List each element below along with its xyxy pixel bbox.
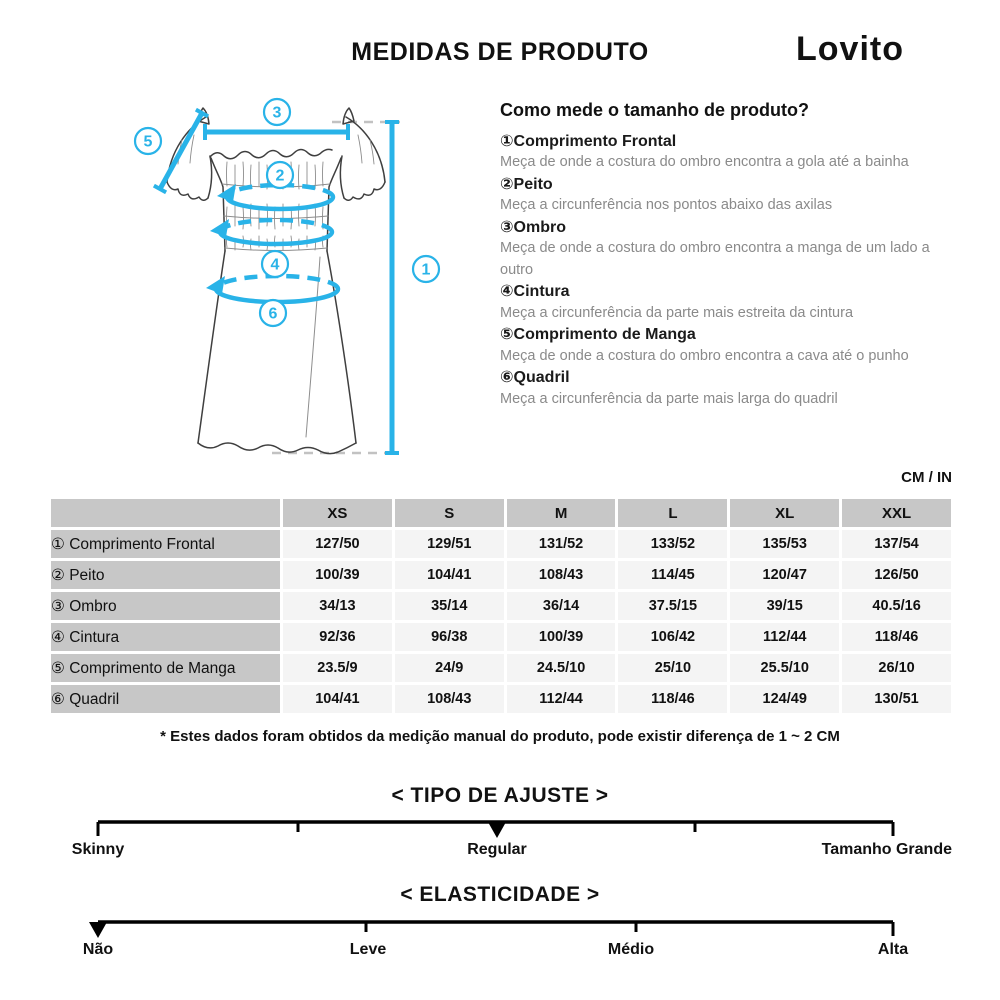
measurement-value: 100/39 (507, 623, 616, 651)
guide-item-desc-5: Meça de onde a costura do ombro encontra a cava até o punho (500, 347, 909, 364)
guide-item-title-2: ②Peito (500, 175, 553, 193)
badge-6: 6 (268, 305, 278, 323)
fit-marker-triangle (488, 822, 506, 838)
size-column-s: S (395, 499, 504, 527)
dress-measurement-diagram (110, 85, 450, 475)
measurement-value: 133/52 (618, 530, 727, 558)
measurement-annotations (135, 99, 439, 453)
fit-scale (0, 818, 1000, 842)
badge-2: 2 (275, 167, 285, 185)
measurement-value: 112/44 (730, 623, 839, 651)
measurement-value: 124/49 (730, 685, 839, 713)
stretch-label-leve: Leve (349, 941, 387, 958)
table-row (51, 623, 951, 651)
guide-item-title-1: ①Comprimento Frontal (500, 132, 677, 150)
measurement-value: 120/47 (730, 561, 839, 589)
measurement-value: 36/14 (507, 592, 616, 620)
corner-cell (51, 499, 280, 527)
measurement-value: 24/9 (395, 654, 504, 682)
measure-guide (500, 100, 958, 410)
size-column-xxl: XXL (842, 499, 951, 527)
page-title: MEDIDAS DE PRODUTO (351, 38, 649, 66)
guide-item-desc-6: Meça a circunferência da parte mais larga do quadril (500, 390, 838, 407)
measurement-value: 26/10 (842, 654, 951, 682)
size-column-xl: XL (730, 499, 839, 527)
measurement-value: 96/38 (395, 623, 504, 651)
measurement-value: 127/50 (283, 530, 392, 558)
table-row (51, 561, 951, 589)
badge-3: 3 (272, 104, 282, 122)
measurement-value: 118/46 (618, 685, 727, 713)
measurement-value: 131/52 (507, 530, 616, 558)
guide-item-title-5: ⑤Comprimento de Manga (500, 326, 696, 343)
row-label: ④ Cintura (51, 623, 280, 651)
measurement-value: 40.5/16 (842, 592, 951, 620)
measurement-value: 104/41 (395, 561, 504, 589)
fit-label-tamanho-grande: Tamanho Grande (821, 841, 952, 858)
table-row (51, 654, 951, 682)
row-label: ③ Ombro (51, 592, 280, 620)
stretch-label-medio: Médio (607, 941, 655, 958)
size-table-body (51, 530, 951, 713)
measurement-value: 25/10 (618, 654, 727, 682)
table-row (51, 530, 951, 558)
stretch-scale-heading: < ELASTICIDADE > (400, 883, 600, 906)
guide-heading: Como mede o tamanho de produto? (500, 100, 809, 120)
size-column-m: M (507, 499, 616, 527)
guide-item-desc-1: Meça de onde a costura do ombro encontra a gola até a bainha (500, 154, 909, 170)
stretch-marker-triangle (89, 922, 107, 938)
size-table-head (51, 499, 951, 527)
footnote: * Estes dados foram obtidos da medição manual do produto, pode existir diferença de 1 ~ 2 CM (160, 728, 840, 745)
fit-label-regular: Regular (467, 841, 527, 858)
measurement-value: 100/39 (283, 561, 392, 589)
measurement-value: 129/51 (395, 530, 504, 558)
stretch-label-nao: Não (82, 941, 114, 958)
stretch-label-alta: Alta (877, 941, 909, 958)
guide-item-title-6: ⑥Quadril (500, 369, 570, 386)
guide-item-desc-4: Meça a circunferência da parte mais estreita da cintura (500, 304, 854, 321)
measurement-value: 135/53 (730, 530, 839, 558)
measurement-value: 114/45 (618, 561, 727, 589)
fit-label-skinny: Skinny (71, 841, 125, 858)
size-column-xs: XS (283, 499, 392, 527)
badge-1: 1 (421, 261, 431, 279)
measurement-value: 126/50 (842, 561, 951, 589)
units-label: CM / IN (901, 469, 952, 486)
guide-item-desc-2: Meça a circunferência nos pontos abaixo das axilas (500, 197, 833, 213)
fit-scale-heading: < TIPO DE AJUSTE > (391, 784, 609, 807)
row-label: ① Comprimento Frontal (51, 530, 280, 558)
guide-item-title-4: ④Cintura (500, 283, 570, 300)
measurement-value: 39/15 (730, 592, 839, 620)
brand-logo: Lovito (796, 30, 904, 68)
table-row (51, 592, 951, 620)
guide-items (500, 131, 958, 411)
stretch-scale (0, 918, 1000, 942)
measurement-value: 24.5/10 (507, 654, 616, 682)
row-label: ⑤ Comprimento de Manga (51, 654, 280, 682)
measurement-value: 108/43 (395, 685, 504, 713)
measurement-value: 25.5/10 (730, 654, 839, 682)
badge-4: 4 (270, 256, 280, 274)
measurement-value: 37.5/15 (618, 592, 727, 620)
measurement-value: 92/36 (283, 623, 392, 651)
dress-sketch (167, 108, 385, 454)
measurement-value: 137/54 (842, 530, 951, 558)
table-row (51, 685, 951, 713)
badge-5: 5 (143, 133, 153, 151)
row-label: ② Peito (51, 561, 280, 589)
measurement-value: 130/51 (842, 685, 951, 713)
measurement-value: 34/13 (283, 592, 392, 620)
measurement-value: 23.5/9 (283, 654, 392, 682)
size-column-l: L (618, 499, 727, 527)
guide-item-title-3: ③Ombro (500, 218, 566, 236)
guide-item-desc-3: Meça de onde a costura do ombro encontra a manga de um lado a outro (500, 240, 930, 278)
measurement-value: 104/41 (283, 685, 392, 713)
measurement-value: 35/14 (395, 592, 504, 620)
measurement-value: 108/43 (507, 561, 616, 589)
measurement-value: 118/46 (842, 623, 951, 651)
measurement-value: 106/42 (618, 623, 727, 651)
size-table (48, 496, 954, 716)
row-label: ⑥ Quadril (51, 685, 280, 713)
measurement-value: 112/44 (507, 685, 616, 713)
